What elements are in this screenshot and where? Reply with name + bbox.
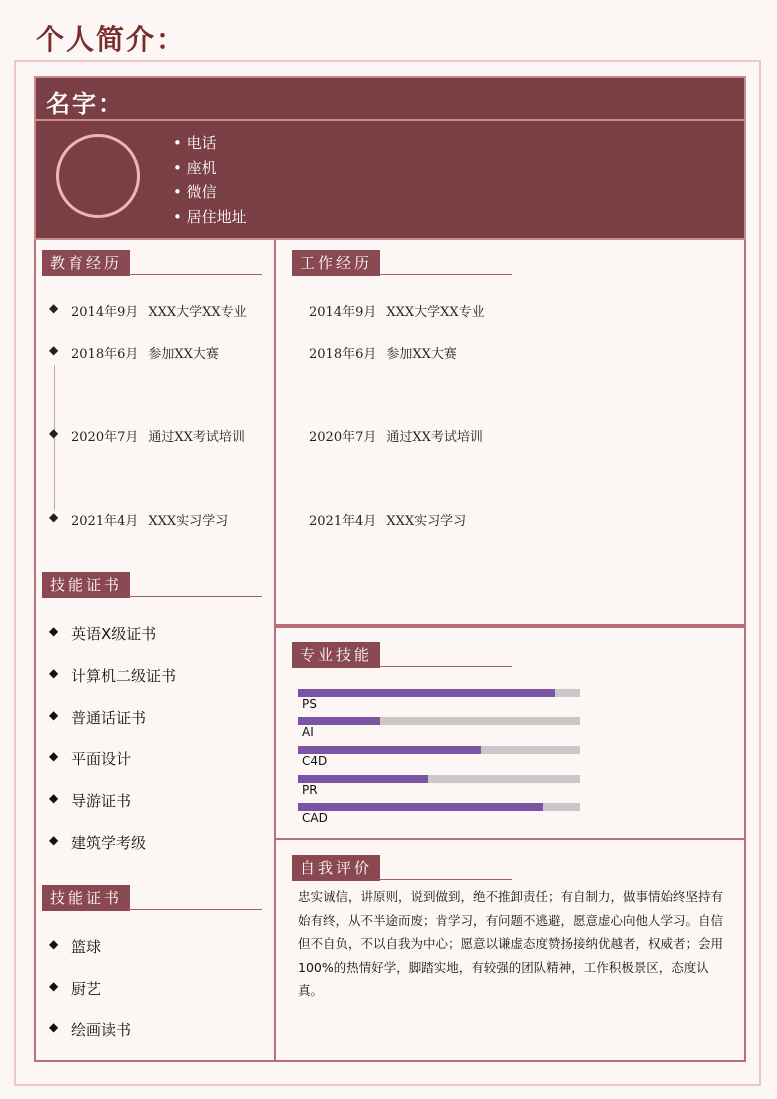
education-date: 2014年9月: [71, 305, 139, 320]
contact-item-wechat: • 微信: [173, 180, 247, 205]
work-date: 2014年9月: [309, 305, 377, 320]
work-item: [309, 343, 457, 362]
self-eval-text: 忠实诚信，讲原则，说到做到，绝不推卸责任；有自制力，做事情始终坚持有始有终，从不半途而废；肯学习，有问题不逃避，愿意虚心向他人学习。自信但不自负，不以自我为中心；愿意以谦虚态度赞扬接纳优越者，权威者；会用100%的热情好学，脚踏实地，有较强的团队精神，工作积极景区，态度认真。: [298, 889, 724, 998]
certificate-item: ◆ 平面设计: [71, 748, 131, 769]
contact-item-address: • 居住地址: [173, 205, 247, 230]
skill-fill: [298, 803, 543, 811]
name-header: [34, 76, 746, 121]
work-item: [309, 426, 483, 445]
skill-label: C4D: [302, 754, 328, 768]
skills-rule: [378, 666, 512, 667]
education-text: XXX大学XX专业: [148, 305, 247, 320]
education-date: 2020年7月: [71, 430, 139, 445]
skill-label: PR: [302, 783, 318, 797]
hobby-item: ◆ 厨艺: [71, 978, 101, 999]
avatar: [56, 134, 140, 218]
skill-fill: [298, 689, 555, 697]
skill-fill: [298, 717, 380, 725]
certificates-rule: [128, 596, 262, 597]
work-rule: [378, 274, 512, 275]
certificate-item: ◆ 计算机二级证书: [71, 665, 176, 686]
certificates-title: 技能证书: [42, 572, 130, 598]
skill-bar-cad: [298, 803, 580, 811]
self-eval-rule: [378, 879, 512, 880]
page-title: 个人简介：: [36, 23, 187, 56]
skill-label: PS: [302, 697, 317, 711]
education-title: 教育经历: [42, 250, 130, 276]
skills-title: 专业技能: [292, 642, 380, 668]
skill-label: CAD: [302, 811, 328, 825]
education-date: 2021年4月: [71, 514, 139, 529]
contact-item-phone: • 电话: [173, 131, 247, 156]
hobbies-title: 技能证书: [42, 885, 130, 911]
work-title: 工作经历: [292, 250, 380, 276]
contact-list: [173, 131, 247, 229]
hobby-item: ◆ 篮球: [71, 936, 101, 957]
skill-fill: [298, 775, 428, 783]
skill-bar-pr: [298, 775, 580, 783]
education-text: 参加XX大赛: [148, 347, 219, 362]
self-eval-title: 自我评价: [292, 855, 380, 881]
certificate-item: ◆ 导游证书: [71, 790, 131, 811]
education-text: XXX实习学习: [148, 514, 229, 529]
hobbies-rule: [128, 909, 262, 910]
contact-item-landline: • 座机: [173, 156, 247, 181]
work-date: 2018年6月: [309, 347, 377, 362]
certificate-item: ◆ 建筑学考级: [71, 832, 146, 853]
work-item: [309, 510, 466, 529]
skill-fill: [298, 746, 481, 754]
education-item: [71, 343, 219, 362]
certificate-item: ◆ 英语X级证书: [71, 623, 156, 644]
skill-bar-ai: [298, 717, 580, 725]
work-date: 2020年7月: [309, 430, 377, 445]
education-item: [71, 510, 228, 529]
work-text: 通过XX考试培训: [386, 430, 483, 445]
work-text: XXX大学XX专业: [386, 305, 485, 320]
education-date: 2018年6月: [71, 347, 139, 362]
work-text: XXX实习学习: [386, 514, 467, 529]
education-item: [71, 301, 247, 320]
work-text: 参加XX大赛: [386, 347, 457, 362]
education-text: 通过XX考试培训: [148, 430, 245, 445]
education-rule: [128, 274, 262, 275]
work-date: 2021年4月: [309, 514, 377, 529]
work-item: [309, 301, 485, 320]
hobby-item: ◆ 绘画读书: [71, 1019, 131, 1040]
certificate-item: ◆ 普通话证书: [71, 707, 146, 728]
skill-label: AI: [302, 725, 314, 739]
education-item: [71, 426, 245, 445]
name-label: 名字：: [46, 90, 124, 118]
skill-bar-c4d: [298, 746, 580, 754]
contact-panel: [34, 121, 746, 240]
skill-bar-ps: [298, 689, 580, 697]
